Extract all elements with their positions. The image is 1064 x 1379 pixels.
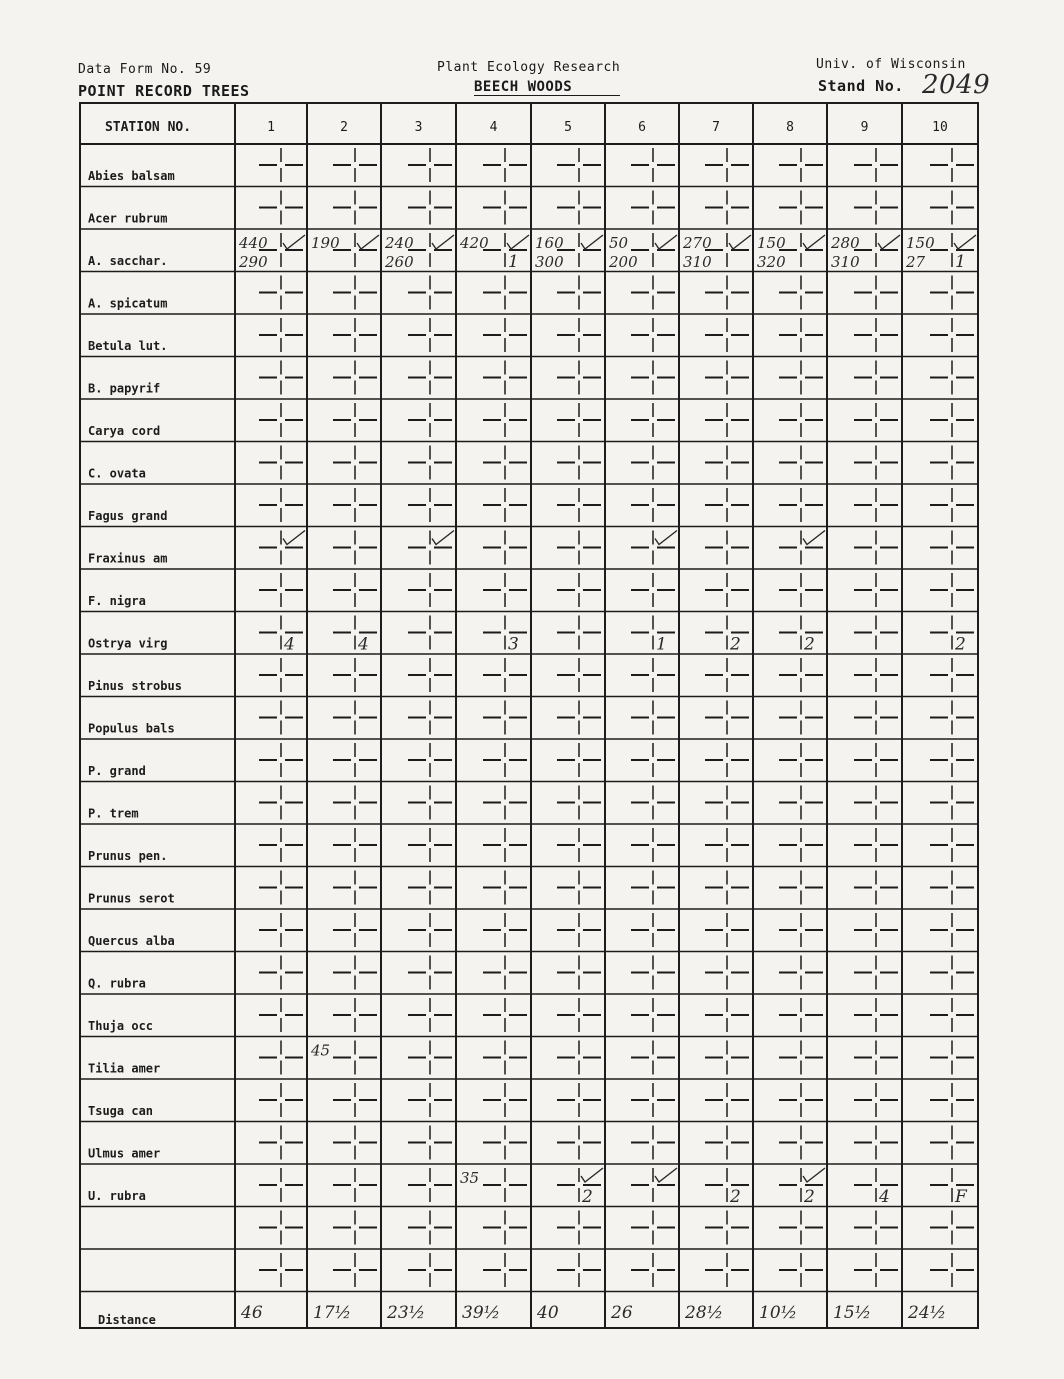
entry-bottom-value: 320	[757, 253, 786, 271]
tally-subcolumn	[930, 148, 974, 1287]
distance-label: Distance	[98, 1313, 156, 1327]
station-number: 2	[340, 120, 348, 135]
check-mark	[432, 531, 454, 545]
check-mark	[803, 235, 825, 249]
entry-tally-value: 4	[284, 634, 295, 655]
species-label: B. papyrif	[88, 381, 161, 396]
distance-value: 39½	[462, 1303, 501, 1323]
organization-name: Plant Ecology Research	[437, 60, 621, 75]
community-name: BEECH WOODS	[474, 79, 620, 96]
entry-bottom-value: 200	[609, 253, 638, 271]
entry-tally-value: 4	[879, 1187, 890, 1207]
tally-subcolumn	[779, 148, 823, 1287]
distance-value: 40	[537, 1303, 559, 1323]
tally-subcolumn	[705, 148, 749, 1287]
handwritten-entries	[238, 234, 976, 1323]
distance-value: 24½	[908, 1303, 947, 1323]
station-number: 6	[638, 120, 646, 135]
entry-bottom-value: 260	[385, 253, 414, 271]
check-mark	[283, 235, 305, 249]
station-label: STATION NO.	[104, 120, 192, 135]
species-label: Thuja occ	[88, 1019, 154, 1033]
species-label: Fraxinus am	[88, 551, 168, 566]
tally-subcolumn	[631, 148, 675, 1287]
distance-value: 10½	[759, 1303, 798, 1323]
species-label: Ostrya virg	[88, 636, 168, 651]
species-label: Betula lut.	[88, 339, 168, 353]
species-label: Carya cord	[88, 424, 161, 438]
distance-value: 28½	[685, 1303, 724, 1323]
species-label: Abies balsam	[88, 169, 175, 183]
species-label: Quercus alba	[88, 934, 175, 948]
entry-top-value: 190	[311, 234, 340, 252]
check-mark	[357, 235, 379, 249]
station-number: 8	[786, 120, 794, 135]
species-label: Ulmus amer	[88, 1146, 161, 1161]
tally-subcolumn	[333, 148, 377, 1287]
species-label: A. sacchar.	[88, 254, 168, 268]
distance-value: 15½	[833, 1303, 872, 1323]
entry-bottom-value: 290	[239, 253, 268, 271]
entry-top-value: 150	[906, 234, 935, 252]
distance-value: 17½	[313, 1303, 352, 1323]
entry-top-value: 240	[385, 234, 414, 252]
table-border	[80, 103, 978, 1328]
species-label: C. ovata	[88, 466, 146, 481]
entry-bottom-value: 310	[683, 253, 712, 271]
check-mark	[507, 235, 529, 249]
check-mark	[655, 1168, 677, 1182]
entry-tally-value: F	[955, 1187, 967, 1207]
form-number: Data Form No. 59	[78, 62, 212, 77]
entry-top-value: 440	[239, 234, 268, 252]
entry-tally-value: 2	[955, 634, 966, 655]
entry-tally-value: 2	[804, 1187, 815, 1207]
tally-subcolumn	[483, 148, 527, 1287]
species-label: Prunus serot	[88, 891, 175, 906]
station-number: 5	[564, 120, 572, 135]
university-name: Univ. of Wisconsin	[816, 57, 966, 72]
entry-tally-value: 3	[508, 634, 519, 655]
check-mark	[432, 235, 454, 249]
station-number: 9	[860, 120, 869, 135]
entry-tally-value: 2	[804, 634, 815, 655]
entry-tally-value: 1	[508, 252, 519, 272]
tally-subcolumn	[259, 148, 303, 1287]
check-mark	[283, 531, 305, 545]
entry-top-value: 270	[683, 234, 712, 252]
check-mark	[581, 1168, 603, 1182]
distance-value: 46	[241, 1303, 263, 1323]
entry-tally-value: 1	[955, 252, 966, 272]
species-label: Pinus strobus	[88, 679, 182, 693]
station-number: 10	[932, 120, 948, 135]
entry-bottom-value: 310	[831, 253, 860, 271]
species-label: Prunus pen.	[88, 849, 168, 863]
species-label: F. nigra	[88, 594, 146, 608]
entry-tally-value: 2	[582, 1187, 593, 1207]
entry-tally-value: 2	[730, 634, 741, 655]
entry-top-value: 50	[609, 234, 629, 252]
table-labels	[88, 120, 948, 1327]
station-number: 4	[489, 120, 498, 135]
check-mark	[655, 235, 677, 249]
table-grid	[80, 103, 978, 1328]
tally-subcolumn	[854, 148, 898, 1287]
entry-top-value: 160	[535, 234, 564, 252]
species-label: P. trem	[88, 806, 139, 821]
entry-bottom-value: 300	[535, 253, 564, 271]
check-mark	[878, 235, 900, 249]
stand-number-value: 2049	[922, 70, 991, 100]
entry-tally-value: 1	[656, 634, 667, 655]
entry-tally-value: 2	[730, 1187, 741, 1207]
check-mark	[803, 1168, 825, 1182]
check-mark	[954, 235, 976, 249]
stand-label: Stand No.	[818, 77, 904, 95]
station-number: 7	[712, 120, 720, 135]
species-label: Acer rubrum	[88, 211, 168, 226]
form-title: POINT RECORD TREES	[78, 82, 250, 100]
distance-value: 26	[611, 1303, 633, 1323]
species-label: Populus bals	[88, 721, 175, 736]
species-label: Tilia amer	[88, 1061, 161, 1076]
station-number: 1	[267, 120, 275, 135]
entry-tally-value: 4	[358, 634, 369, 655]
check-mark	[581, 235, 603, 249]
species-label: A. spicatum	[88, 296, 168, 311]
species-label: Tsuga can	[88, 1104, 154, 1118]
tally-subcolumn	[408, 148, 452, 1287]
species-label: P. grand	[88, 764, 146, 778]
distance-value: 23½	[387, 1303, 426, 1323]
check-mark	[803, 531, 825, 545]
tally-subcolumn	[557, 148, 601, 1287]
station-number: 3	[414, 120, 423, 135]
entry-top-value: 150	[757, 234, 786, 252]
species-label: Q. rubra	[88, 976, 146, 991]
species-label: U. rubra	[88, 1189, 146, 1203]
species-label: Fagus grand	[88, 509, 168, 523]
check-mark	[729, 235, 751, 249]
entry-top-value: 280	[831, 234, 860, 252]
entry-top-value: 45	[311, 1041, 331, 1060]
entry-top-value: 35	[460, 1169, 480, 1187]
entry-top-value: 420	[460, 234, 489, 252]
check-mark	[655, 531, 677, 545]
entry-bottom-value: 27	[906, 253, 926, 271]
